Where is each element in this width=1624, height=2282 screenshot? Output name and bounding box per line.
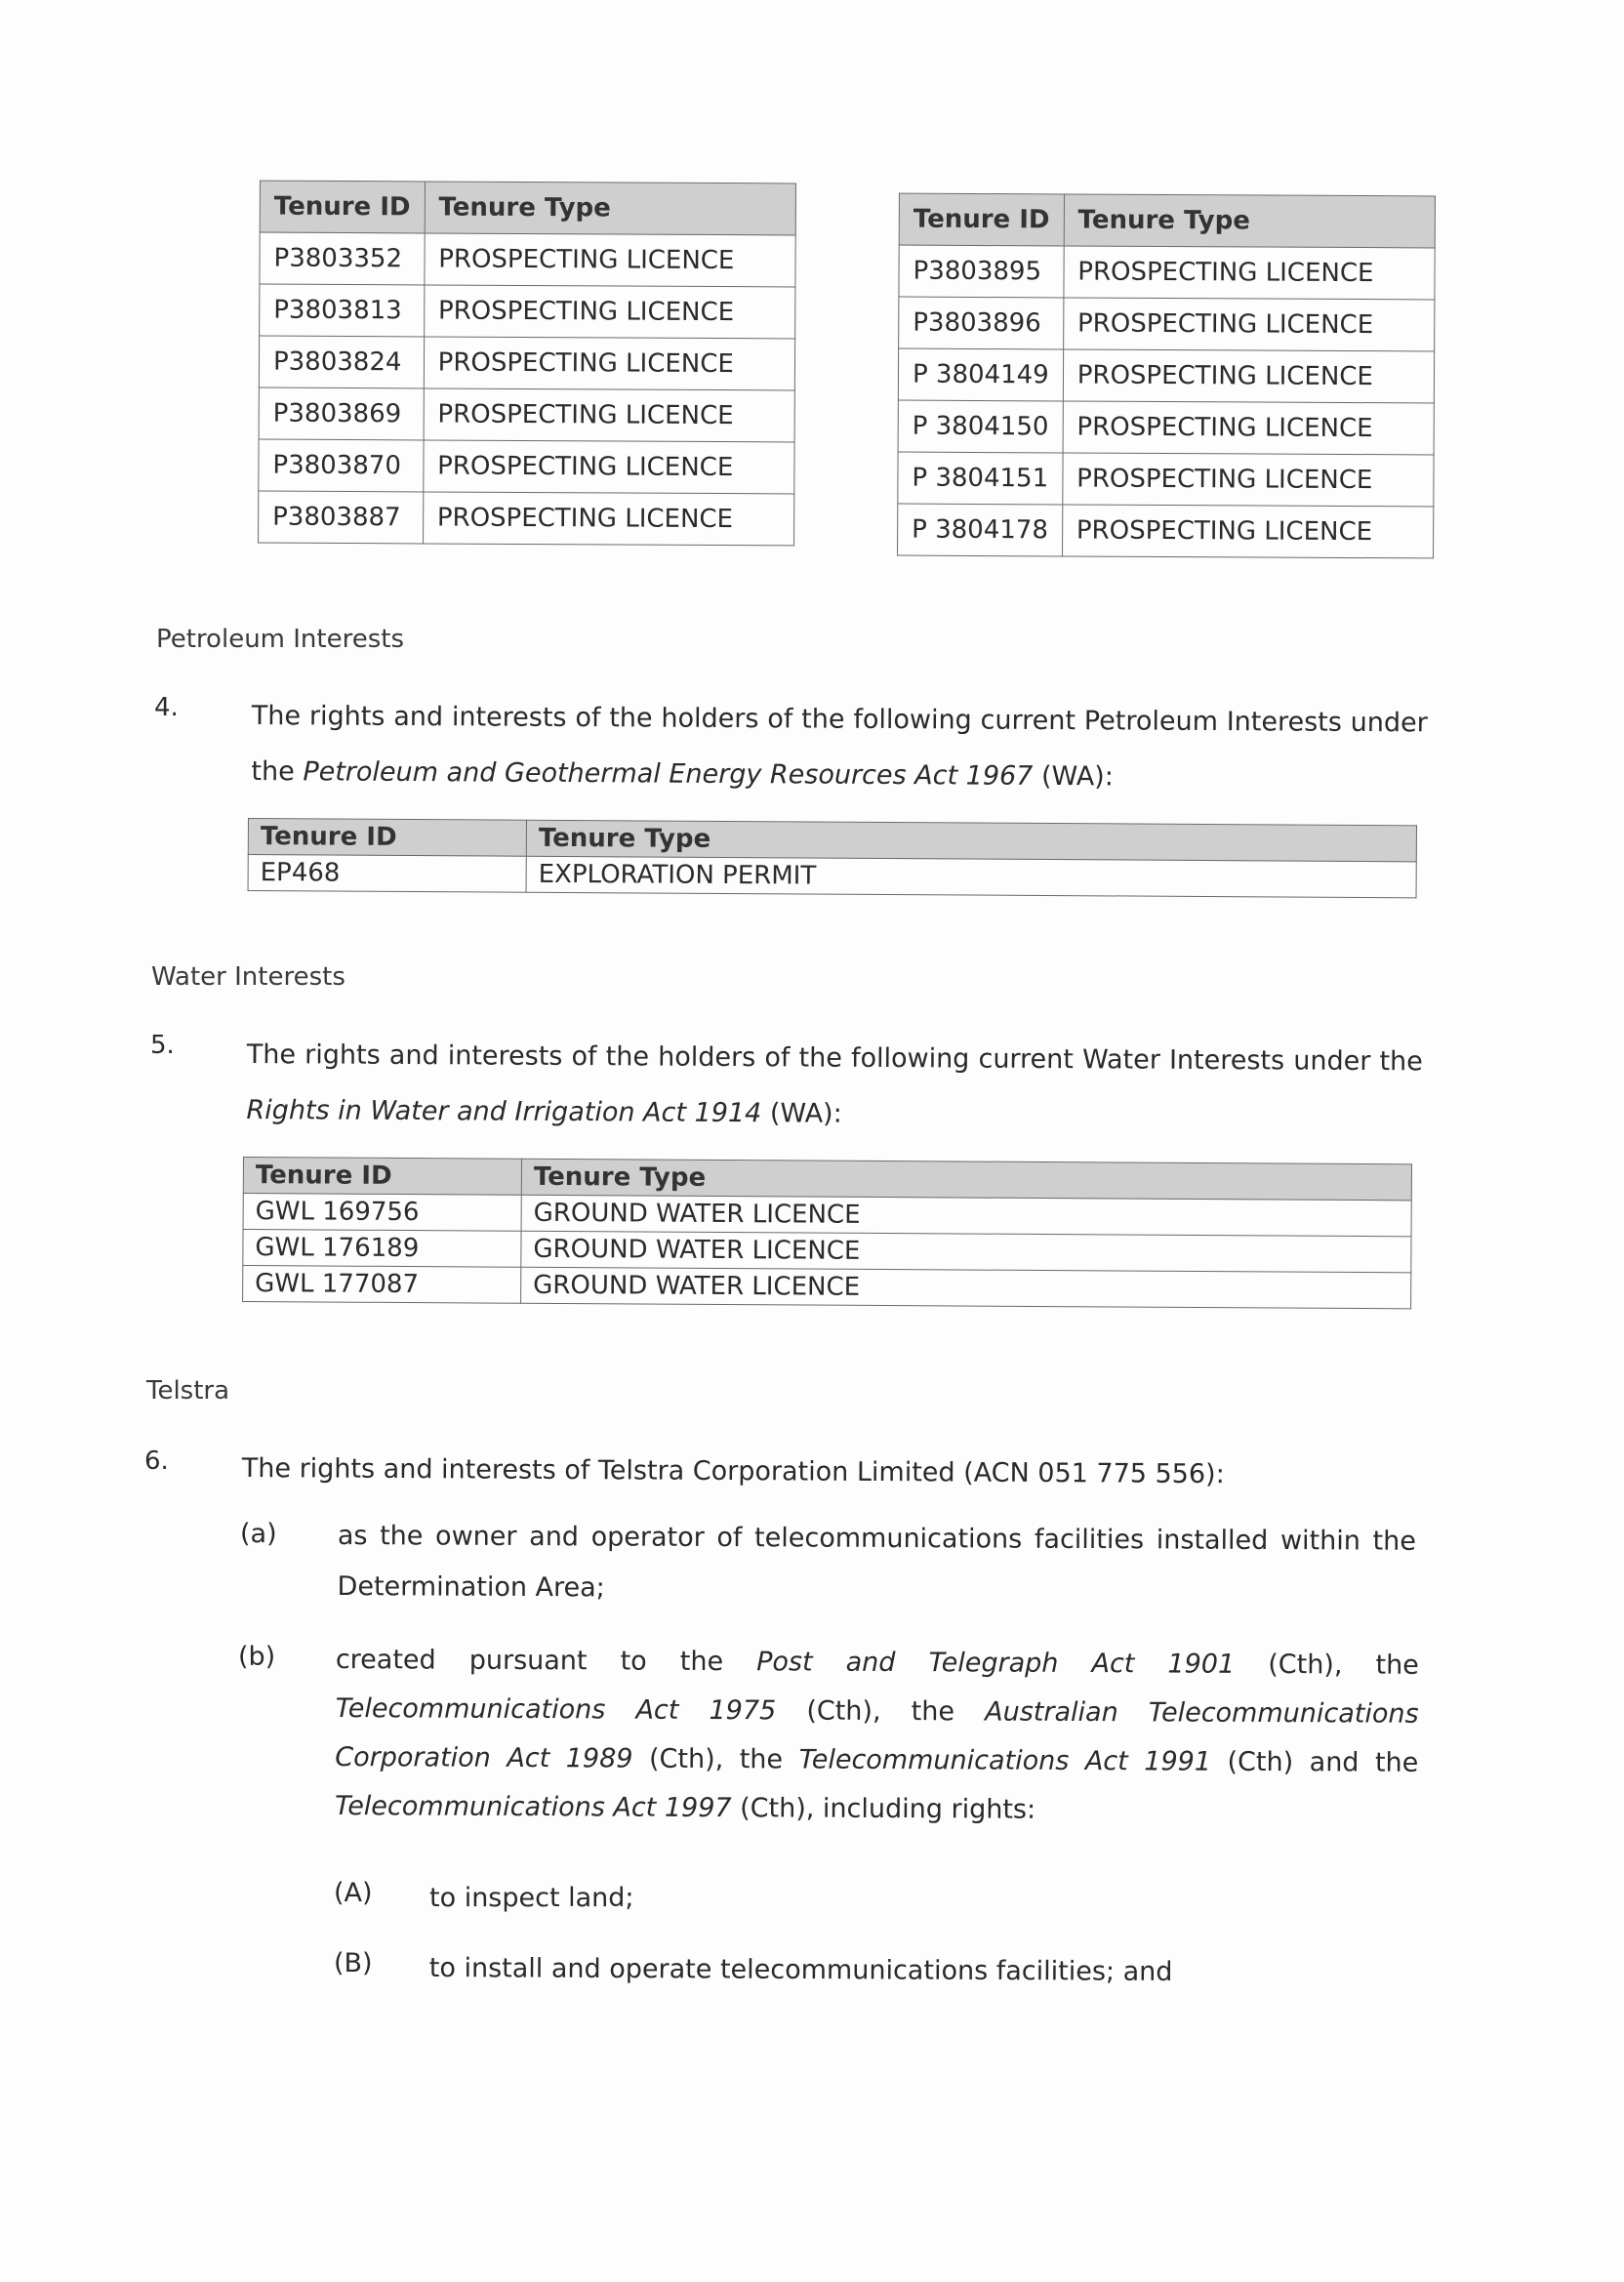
tenure-type: PROSPECTING LICENCE [1063, 401, 1435, 455]
item-A: to inspect land; [429, 1883, 634, 1913]
tenure-id: P3803887 [259, 491, 424, 544]
tenure-type: PROSPECTING LICENCE [424, 337, 795, 390]
act-title: Petroleum and Geothermal Energy Resources Act 1967 [303, 756, 1034, 792]
tenure-id: P 3804151 [898, 452, 1063, 505]
table-row [243, 1266, 1411, 1309]
column-header: Tenure Type [526, 820, 1416, 862]
prospecting-table-right [897, 193, 1436, 559]
paragraph-telstra: The rights and interests of Telstra Corporation Limited (ACN 051 775 556): [241, 1452, 1225, 1490]
tenure-id: P3803813 [260, 284, 425, 337]
table-row [259, 387, 794, 442]
column-header: Tenure ID [899, 193, 1064, 246]
item-label-b: (b) [238, 1642, 276, 1672]
tenure-type: GROUND WATER LICENCE [521, 1195, 1411, 1237]
act-title: Telecommunications Act 1975 [335, 1692, 777, 1727]
table-row [899, 297, 1435, 351]
tenure-type: PROSPECTING LICENCE [1062, 505, 1434, 558]
item-label-A: (A) [334, 1878, 373, 1908]
tenure-id: P3803824 [259, 336, 424, 388]
item-label-a: (a) [240, 1519, 277, 1549]
tenure-id: P 3804150 [898, 400, 1063, 453]
tenure-id: P3803895 [899, 245, 1064, 298]
act-title: Telecommunications Act 1997 [335, 1790, 732, 1824]
item-text: (Cth), the [632, 1743, 799, 1775]
act-title: Rights in Water and Irrigation Act 1914 [246, 1094, 762, 1129]
act-title: Post and Telegraph Act 1901 [756, 1647, 1236, 1680]
table-row [259, 439, 794, 494]
section-heading-petroleum: Petroleum Interests [156, 625, 404, 654]
paragraph-text: The rights and interests of the holders of the following current Water Interests under the [246, 1039, 1423, 1078]
table-row [898, 452, 1434, 507]
tenure-id: GWL 177087 [243, 1266, 521, 1304]
table-row [260, 232, 795, 287]
tenure-type: EXPLORATION PERMIT [526, 856, 1416, 898]
table-row [899, 245, 1435, 300]
item-text: created pursuant to the [335, 1644, 757, 1678]
tenure-type: PROSPECTING LICENCE [423, 492, 794, 546]
tenure-type: PROSPECTING LICENCE [1063, 453, 1435, 507]
item-text: (Cth) and the [1210, 1746, 1419, 1778]
table-row [248, 855, 1416, 898]
tenure-type: GROUND WATER LICENCE [521, 1267, 1411, 1309]
column-header: Tenure Type [425, 182, 796, 235]
table-row [260, 284, 795, 339]
prospecting-table-left [258, 181, 796, 547]
tenure-id: GWL 176189 [243, 1230, 521, 1268]
paragraph-number: 4. [154, 693, 179, 722]
tenure-id: P3803352 [260, 232, 425, 285]
table-row [898, 504, 1434, 558]
item-b [335, 1636, 1419, 1837]
petroleum-table [248, 818, 1417, 898]
column-header: Tenure Type [1064, 194, 1436, 248]
table-row [898, 400, 1434, 455]
table-row [259, 491, 794, 546]
tenure-type: PROSPECTING LICENCE [424, 388, 795, 442]
item-a: as the owner and operator of telecommunications facilities installed within the Determination Area; [337, 1520, 1416, 1604]
paragraph-text: (WA): [1033, 760, 1114, 793]
tenure-id: P 3804178 [898, 504, 1063, 556]
tenure-id: P 3804149 [898, 348, 1063, 401]
item-label-B: (B) [334, 1948, 373, 1978]
column-header: Tenure ID [260, 181, 425, 233]
tenure-type: GROUND WATER LICENCE [521, 1231, 1411, 1273]
tenure-type: PROSPECTING LICENCE [424, 285, 795, 339]
column-header: Tenure ID [243, 1158, 521, 1196]
section-heading-water: Water Interests [151, 962, 345, 992]
tenure-type: PROSPECTING LICENCE [1063, 298, 1435, 351]
column-header: Tenure ID [248, 819, 526, 857]
table-row [898, 348, 1434, 403]
tenure-id: P3803896 [899, 297, 1064, 349]
paragraph-water [246, 1027, 1423, 1145]
act-title: Australian Telecommunications Corporation Act 1989 [335, 1696, 1419, 1774]
act-title: Telecommunications Act 1991 [798, 1744, 1212, 1777]
item-text: (Cth), including rights: [731, 1793, 1036, 1825]
tenure-id: P3803869 [259, 387, 424, 440]
paragraph-number: 6. [144, 1447, 169, 1476]
tenure-type: PROSPECTING LICENCE [424, 440, 795, 494]
paragraph-text: (WA): [761, 1098, 842, 1129]
table-row [259, 336, 794, 390]
tenure-type: PROSPECTING LICENCE [425, 233, 796, 287]
paragraph-petroleum [251, 688, 1428, 806]
tenure-type: PROSPECTING LICENCE [1063, 349, 1435, 403]
tenure-type: PROSPECTING LICENCE [1064, 246, 1436, 300]
section-heading-telstra: Telstra [146, 1376, 230, 1406]
paragraph-text: The rights and interests of the holders of the following current Petroleum Interests under the [251, 700, 1428, 788]
water-table [242, 1157, 1412, 1309]
column-header: Tenure Type [521, 1159, 1411, 1201]
tenure-id: GWL 169756 [243, 1194, 521, 1232]
tenure-id: EP468 [248, 855, 526, 893]
item-text: (Cth), the [776, 1695, 986, 1728]
tenure-id: P3803870 [259, 439, 424, 492]
paragraph-number: 5. [150, 1031, 175, 1060]
item-B: to install and operate telecommunications facilities; and [428, 1952, 1173, 1987]
item-text: (Cth), the [1235, 1649, 1419, 1681]
